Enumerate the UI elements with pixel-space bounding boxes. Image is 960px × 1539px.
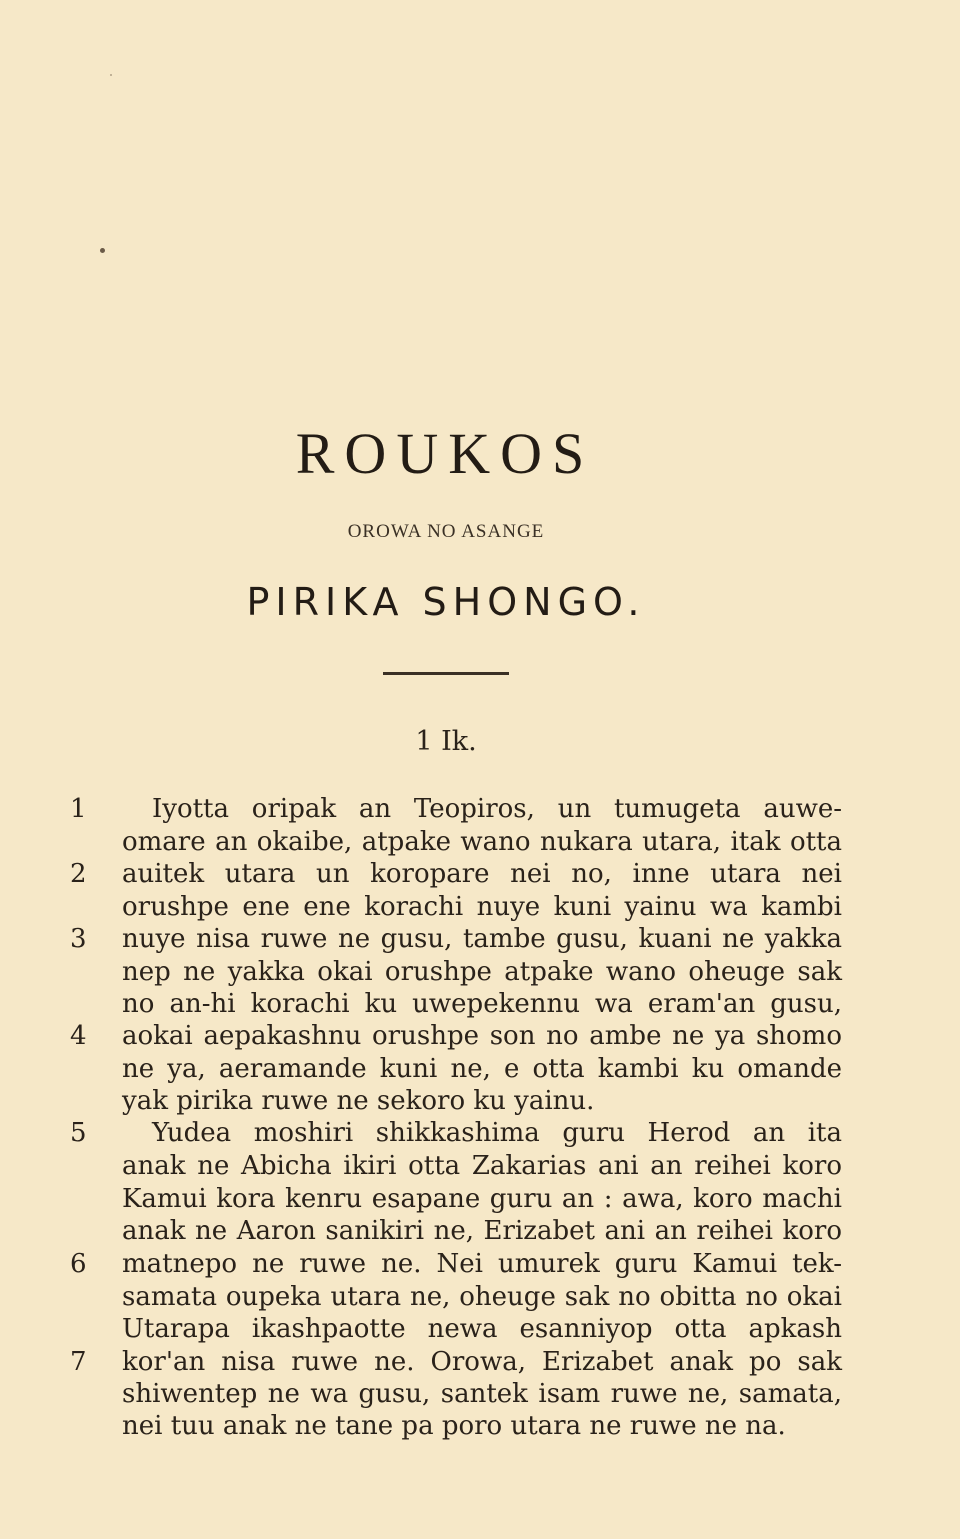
divider-rule xyxy=(383,672,509,675)
text-line: Kamui kora kenru esapane guru an : awa, koro machi xyxy=(122,1184,842,1214)
text-line: Utarapa ikashpaotte newa esanniyop otta apkash xyxy=(122,1314,842,1344)
section-heading: PIRIKA SHONGO. xyxy=(246,580,646,624)
text-line: kor'an nisa ruwe ne. Orowa, Erizabet anak po sak xyxy=(122,1347,842,1377)
verse-number-5: 5 xyxy=(70,1118,87,1148)
text-line: nep ne yakka okai orushpe atpake wano oheuge sak xyxy=(122,957,842,987)
text-line: matnepo ne ruwe ne. Nei umurek guru Kamui tek- xyxy=(122,1249,842,1279)
verse-number-6: 6 xyxy=(70,1249,87,1279)
text-line: orushpe ene ene korachi nuye kuni yainu wa kambi xyxy=(122,892,842,922)
text-line: yak pirika ruwe ne sekoro ku yainu. xyxy=(122,1086,595,1116)
verse-number-7: 7 xyxy=(70,1347,87,1377)
paper-speck xyxy=(110,74,112,76)
verse-number-3: 3 xyxy=(70,924,87,954)
page-subtitle: OROWA NO ASANGE xyxy=(347,521,545,542)
text-line: samata oupeka utara ne, oheuge sak no obitta no okai xyxy=(122,1282,842,1312)
paper-speck xyxy=(100,248,105,253)
chapter-label: 1 Ik. xyxy=(415,726,477,757)
text-line: omare an okaibe, atpake wano nukara utara, itak otta xyxy=(122,827,842,857)
text-line: Yudea moshiri shikkashima guru Herod an ita xyxy=(152,1118,842,1148)
text-line: auitek utara un koropare nei no, inne utara nei xyxy=(122,859,842,889)
text-line: no an-hi korachi ku uwepekennu wa eram'an gusu, xyxy=(122,989,842,1019)
text-line: anak ne Abicha ikiri otta Zakarias ani an reihei koro xyxy=(122,1151,842,1181)
text-line: Iyotta oripak an Teopiros, un tumugeta auwe- xyxy=(152,794,842,824)
verse-number-4: 4 xyxy=(70,1021,87,1051)
text-line: nuye nisa ruwe ne gusu, tambe gusu, kuani ne yakka xyxy=(122,924,842,954)
text-line: nei tuu anak ne tane pa poro utara ne ruwe ne na. xyxy=(122,1411,786,1441)
verse-number-1: 1 xyxy=(70,794,87,824)
text-line: shiwentep ne wa gusu, santek isam ruwe ne, samata, xyxy=(122,1379,842,1409)
text-line: aokai aepakashnu orushpe son no ambe ne ya shomo xyxy=(122,1021,842,1051)
verse-number-2: 2 xyxy=(70,859,87,889)
page-title: ROUKOS xyxy=(295,421,595,486)
text-line: anak ne Aaron sanikiri ne, Erizabet ani an reihei koro xyxy=(122,1216,842,1246)
text-line: ne ya, aeramande kuni ne, e otta kambi ku omande xyxy=(122,1054,842,1084)
